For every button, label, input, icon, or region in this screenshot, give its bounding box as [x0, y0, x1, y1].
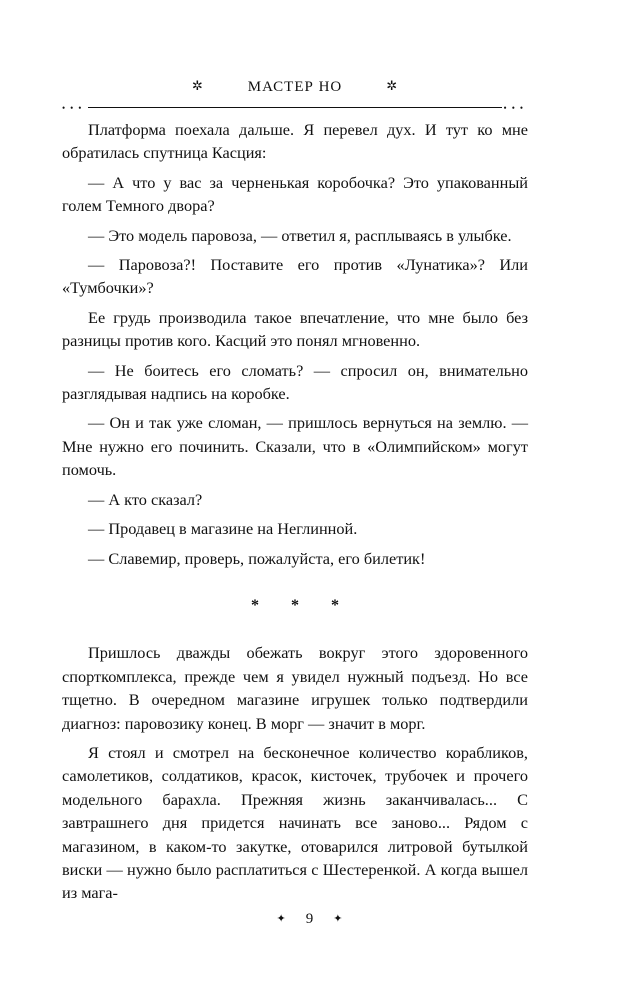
running-header [60, 78, 530, 102]
paragraph: — А что у вас за черненькая коробочка? Это упакованный голем Темного двора? [62, 172, 528, 216]
paragraph: Пришлось дважды обежать вокруг этого здоровенного спорткомплекса, прежде чем я увидел нужный подъезд. Но все тщетно. В очередном магазине игрушек только подтвердили диагноз: паровозику конец. В морг — значит в морг. [62, 643, 528, 733]
header-rule [60, 103, 530, 113]
header-ornament-right-icon: ✲ [386, 78, 399, 93]
footer-ornament-left-icon: ✦ [276, 913, 286, 925]
paragraph: — Славемир, проверь, пожалуйста, его билетик! [88, 548, 426, 568]
header-rule-dots-left-icon: ••• [62, 103, 87, 113]
paragraph: — Паровоза?! Поставите его против «Лунатика»? Или «Тумбочки»? [62, 255, 528, 298]
paragraph: — Не боитесь его сломать? — спросил он, внимательно разглядывая надпись на коробке. [62, 360, 528, 404]
paragraph: — Он и так уже сломан, — пришлось вернуться на землю. — Мне нужно его починить. Сказали, что в «Олимпийском» могут помочь. [62, 413, 528, 480]
paragraph: Ее грудь производила такое впечатление, что мне было без разницы против кого. Касций это понял мгновенно. [62, 307, 528, 351]
body-text [62, 118, 528, 905]
header-ornament-left-icon: ✲ [191, 78, 204, 93]
page-number: 9 [305, 911, 314, 927]
section-break: * * * [251, 596, 353, 614]
page-footer [0, 911, 619, 928]
footer-ornament-right-icon: ✦ [333, 913, 343, 925]
header-title: МАСТЕР НО [247, 79, 343, 95]
header-rule-line [60, 107, 530, 108]
paragraph: Я стоял и смотрел на бесконечное количество корабликов, самолетиков, солдатиков, красок, кисточек, трубочек и прочего модельного барахла. Прежняя жизнь заканчивалась... С завтрашнего дня придется начинать все заново... Рядом с магазином, в каком-то закутке, отоварился литровой бутылкой виски — нужно было расплатиться с Шестеренкой. А когда вышел из мага- [62, 742, 528, 903]
header-rule-dots-right-icon: ••• [503, 103, 528, 113]
paragraph: — А кто сказал? [88, 489, 203, 509]
paragraph: — Это модель паровоза, — ответил я, расплываясь в улыбке. [88, 225, 512, 245]
paragraph: Платформа поехала дальше. Я перевел дух. И тут ко мне обратилась спутница Касция: [62, 120, 528, 163]
paragraph: — Продавец в магазине на Неглинной. [88, 519, 358, 539]
